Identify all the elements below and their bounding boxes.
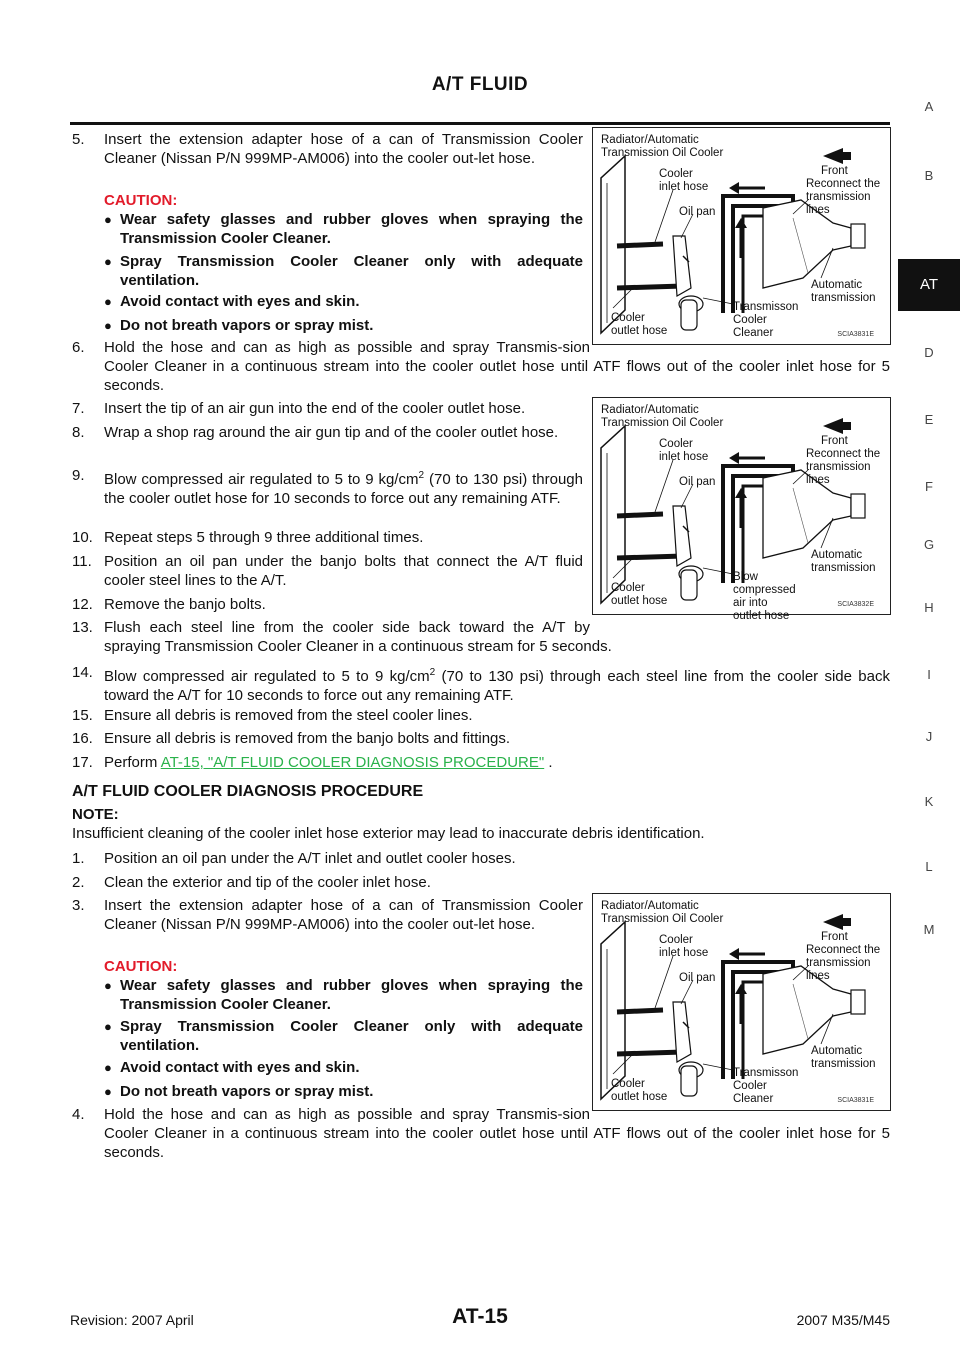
step-11-number: 11.: [72, 553, 92, 570]
figure-cooler-cleaner-2: [592, 893, 891, 1111]
label-front: Front: [821, 931, 848, 943]
caution-bullet: ● Avoid contact with eyes and skin.: [104, 293, 360, 310]
figure-id: SCIA3831E: [837, 331, 874, 338]
section-tab-j[interactable]: J: [925, 729, 933, 744]
label-oil-pan: Oil pan: [679, 476, 716, 488]
step-8-text: Wrap a shop rag around the air gun tip and of the cooler outlet hose.: [104, 424, 559, 441]
caution-bullet: ● Do not breath vapors or spray mist.: [104, 1083, 374, 1100]
label-tool: Transmisson Cooler Cleaner: [733, 1067, 799, 1105]
bullet-dot-icon: ●: [104, 1084, 112, 1099]
diag-step-4-number: 4.: [72, 1106, 85, 1123]
figure-id: SCIA3832E: [837, 601, 874, 608]
step-13-number: 13.: [72, 619, 93, 636]
label-cooler-inlet-hose: Cooler inlet hose: [659, 438, 709, 463]
page-number: AT-15: [452, 1305, 508, 1328]
diag-step-4-text: Hold the hose and can as high as possible and spray Transmis-sion Cooler Cleaner in a continuous stream into the cooler outlet hose until ATF flows out of the cooler inlet hose for 5 seconds.: [104, 1106, 890, 1161]
label-cooler-outlet-hose: Cooler outlet hose: [611, 582, 668, 607]
step-17-text: Perform AT-15, "A/T FLUID COOLER DIAGNOSIS PROCEDURE" .: [104, 754, 553, 771]
label-reconnect-lines: Reconnect the transmission lines: [806, 178, 881, 216]
step-16-number: 16.: [72, 730, 93, 747]
step-7-number: 7.: [72, 400, 85, 417]
step-10-number: 10.: [72, 529, 93, 546]
bullet-dot-icon: ●: [104, 978, 112, 993]
revision-date: Revision: 2007 April: [70, 1312, 194, 1328]
diag-step-3-text: Insert the extension adapter hose of a can of Transmission Cooler Cleaner (Nissan P/N 999MP-AM006) into the cooler out-let hose.: [104, 897, 583, 933]
label-tool: Transmisson Cooler Cleaner: [733, 301, 799, 339]
step-9-text: Blow compressed air regulated to 5 to 9 $kg/cm^2$ (70 to 130 psi) through the cooler outlet hose for 10 seconds to force out any remaining ATF.: [104, 470, 583, 507]
bullet-dot-icon: ●: [104, 1019, 112, 1034]
label-radiator-cooler: Radiator/Automatic Transmission Oil Cooler: [601, 404, 724, 429]
section-heading: A/T FLUID COOLER DIAGNOSIS PROCEDURE: [72, 783, 424, 800]
caution-bullet: ● Avoid contact with eyes and skin.: [104, 1059, 360, 1076]
label-front: Front: [821, 435, 848, 447]
section-tab-f[interactable]: F: [925, 479, 933, 494]
bullet-dot-icon: ●: [104, 294, 112, 309]
diag-step-1-text: Position an oil pan under the A/T inlet and outlet cooler hoses.: [104, 850, 516, 867]
caution-bullet: ● Wear safety glasses and rubber gloves when spraying the Transmission Cooler Cleaner.: [104, 977, 583, 1013]
step-11-text: Position an oil pan under the banjo bolts that connect the A/T fluid cooler steel lines to the A/T.: [104, 553, 583, 589]
figure-cooler-cleaner-1: [592, 127, 891, 345]
bullet-dot-icon: ●: [104, 254, 112, 269]
step-14-number: 14.: [72, 664, 93, 681]
section-tab-e[interactable]: E: [924, 412, 934, 427]
label-automatic-transmission: Automatic transmission: [811, 1045, 876, 1070]
section-tab-i[interactable]: I: [927, 667, 931, 682]
header-rule: [70, 122, 890, 125]
label-reconnect-lines: Reconnect the transmission lines: [806, 944, 881, 982]
section-tab-k[interactable]: K: [924, 794, 934, 809]
section-tab-a[interactable]: A: [924, 99, 934, 114]
section-tab-g[interactable]: G: [923, 537, 935, 552]
step-6-text: Hold the hose and can as high as possible and spray Transmis-sion Cooler Cleaner in a continuous stream into the cooler outlet hose until ATF flows out of the cooler inlet hose for 5 seconds.: [104, 339, 890, 394]
page-title: A/T FLUID: [431, 74, 529, 95]
label-cooler-outlet-hose: Cooler outlet hose: [611, 1078, 668, 1103]
label-radiator-cooler: Radiator/Automatic Transmission Oil Cooler: [601, 900, 724, 925]
label-tool: Blow compressed air into outlet hose: [733, 571, 796, 622]
figure-blow-air: [592, 397, 891, 622]
step-10-text: Repeat steps 5 through 9 three additional times.: [104, 529, 424, 546]
step-15-number: 15.: [72, 707, 93, 724]
step-15-text: Ensure all debris is removed from the steel cooler lines.: [104, 707, 473, 724]
label-cooler-inlet-hose: Cooler inlet hose: [659, 934, 709, 959]
label-cooler-inlet-hose: Cooler inlet hose: [659, 168, 709, 193]
caution-label: CAUTION:: [104, 192, 178, 209]
section-tab-l[interactable]: L: [925, 859, 933, 874]
step-14-text: Blow compressed air regulated to 5 to 9 $kg/cm^2$ (70 to 130 psi) through each steel line from the cooler side back toward the A/T for 10 seconds to force out any remaining ATF.: [104, 667, 890, 704]
step-9-number: 9.: [72, 467, 85, 484]
section-tab-at[interactable]: AT: [898, 259, 960, 311]
diag-step-1-number: 1.: [72, 850, 85, 867]
step-5-text: Insert the extension adapter hose of a can of Transmission Cooler Cleaner (Nissan P/N 999MP-AM006) into the cooler out-let hose.: [104, 131, 583, 167]
diag-step-2-text: Clean the exterior and tip of the cooler inlet hose.: [104, 874, 431, 891]
note-text: Insufficient cleaning of the cooler inlet hose exterior may lead to inaccurate debris identification.: [72, 825, 705, 842]
step-6-number: 6.: [72, 339, 85, 356]
step-5-number: 5.: [72, 131, 85, 148]
caution-bullet: ● Spray Transmission Cooler Cleaner only with adequate ventilation.: [104, 253, 583, 289]
section-tab-d[interactable]: D: [924, 345, 934, 360]
section-tab-b[interactable]: B: [924, 168, 934, 183]
diag-step-3-number: 3.: [72, 897, 85, 914]
section-tab-h[interactable]: H: [924, 600, 934, 615]
step-16-text: Ensure all debris is removed from the banjo bolts and fittings.: [104, 730, 511, 747]
section-tab-m[interactable]: M: [923, 922, 935, 937]
step-13-text: Flush each steel line from the cooler side back toward the A/T by spraying Transmission Cooler Cleaner in a continuous stream for 5 seconds.: [104, 619, 612, 655]
label-automatic-transmission: Automatic transmission: [811, 279, 876, 304]
model-label: 2007 M35/M45: [796, 1312, 890, 1328]
step-17-number: 17.: [72, 754, 93, 771]
label-reconnect-lines: Reconnect the transmission lines: [806, 448, 881, 486]
diag-step-2-number: 2.: [72, 874, 85, 891]
procedure-link[interactable]: AT-15, "A/T FLUID COOLER DIAGNOSIS PROCEDURE": [160, 754, 545, 771]
step-12-number: 12.: [72, 596, 93, 613]
bullet-dot-icon: ●: [104, 1060, 112, 1075]
caution-label: CAUTION:: [104, 958, 178, 975]
figure-id: SCIA3831E: [837, 1097, 874, 1104]
step-12-text: Remove the banjo bolts.: [104, 596, 266, 613]
label-oil-pan: Oil pan: [679, 972, 716, 984]
bullet-dot-icon: ●: [104, 212, 112, 227]
label-oil-pan: Oil pan: [679, 206, 716, 218]
caution-bullet: ● Spray Transmission Cooler Cleaner only with adequate ventilation.: [104, 1018, 583, 1054]
label-automatic-transmission: Automatic transmission: [811, 549, 876, 574]
label-front: Front: [821, 165, 848, 177]
note-label: NOTE:: [72, 806, 119, 823]
bullet-dot-icon: ●: [104, 318, 112, 333]
step-7-text: Insert the tip of an air gun into the end of the cooler outlet hose.: [104, 400, 526, 417]
step-8-number: 8.: [72, 424, 85, 441]
caution-bullet: ● Wear safety glasses and rubber gloves when spraying the Transmission Cooler Cleaner.: [104, 211, 583, 247]
caution-bullet: ● Do not breath vapors or spray mist.: [104, 317, 374, 334]
label-radiator-cooler: Radiator/Automatic Transmission Oil Cooler: [601, 134, 724, 159]
label-cooler-outlet-hose: Cooler outlet hose: [611, 312, 668, 337]
